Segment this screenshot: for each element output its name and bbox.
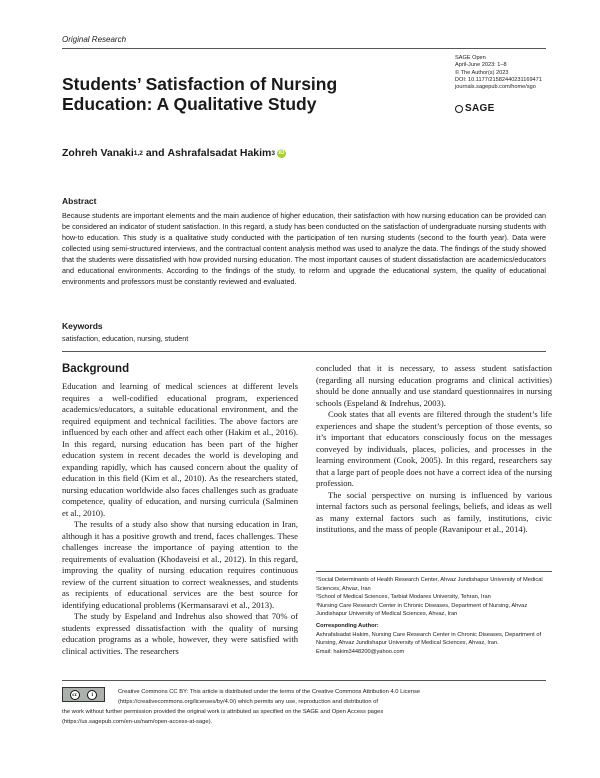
title-line-2: Education: A Qualitative Study: [62, 94, 317, 114]
journal-url[interactable]: journals.sagepub.com/home/sgo: [455, 84, 536, 91]
top-divider: [62, 48, 546, 49]
cc-by-badge[interactable]: [62, 687, 105, 702]
footnotes: [316, 576, 556, 656]
journal-info: [455, 55, 565, 91]
orcid-icon[interactable]: iD: [278, 149, 285, 156]
page-title: [62, 74, 382, 114]
license-text-line-3: the work without further permission provided the original work is attributed as specified on the SAGE and Open Access pages: [62, 709, 384, 715]
body-paragraph: The study by Espeland and Indrehus also showed that 70% of students expressed dissatisfaction with the quality of nursing education programs as a whole, however, they were satisfied with clinical activities. The researchers: [62, 611, 298, 656]
affiliation-3: ³Nursing Care Research Center in Chronic Diseases, Department of Nursing, Ahvaz Jundishapur University of Medical Sciences, Ahvaz, Iran: [316, 602, 528, 618]
sage-logo-text: SAGE: [465, 103, 495, 114]
body-paragraph: Education and learning of medical sciences at different levels requires a well-codified educational program, experienced academics/educators, a suitable educational environment, and the required equipment and technical facilities. The above factors are influenced by each other and affect each other (Hakim et al., 2016). In this regard, nursing education has been part of the higher education system in recent decades the world is developing and expanding rapidly, which has caused concern about the quality of education in this field (Kim et al., 2010). As the researchers stated, nursing education worldwide also faces challenges such as graduate competence, quality of education, and nursing curricula (Salminen et al., 2010).: [62, 381, 298, 518]
affiliation-2: ²School of Medical Sciences, Tarbiat Modares University, Tehran, Iran: [316, 594, 491, 601]
license-open-access-link[interactable]: (https://us.sagepub.com/en-us/nam/open-access-at-sage).: [62, 719, 213, 725]
footnote-divider: [316, 571, 552, 572]
body-paragraph: The results of a study also show that nursing education in Iran, although it has a positive growth and trend, faces challenges. These challenges increase the importance of paying attention to the requirements of evaluation (Khodaveisi et al., 2012). In this regard, improving the quality of nursing education requires continuous review of the current situation to correct weaknesses, and students as recipients of educational services are the best source for identifying educational problems (Kermansaravi et al., 2013).: [62, 519, 298, 610]
journal-copyright: © The Author(s) 2023: [455, 69, 509, 76]
body-paragraph: Cook states that all events are filtered through the student’s life experiences and shape the student’s perception of those events, so it’s important that educators consciously focus on the messages conveyed by individuals, places, policies, and processes in the learning environment (Cook, 2005). In this regard, researchers say that a large part of people does not have a correct idea of the nursing profession.: [316, 409, 552, 488]
keywords-divider: [62, 351, 546, 352]
right-column: [316, 363, 552, 536]
abstract-heading: Abstract: [62, 196, 97, 206]
author-line: [62, 147, 286, 159]
corresponding-author-heading: Corresponding Author:: [316, 622, 379, 629]
abstract-text: Because students are important elements and the main audience of higher education, their satisfaction with how nursing education can be provided can be considered an indicator of student satisfaction. In this regard, a study has been conducted on the satisfaction of undergraduate nursing students with how-to education. This study is a qualitative study conducted with the participation of ten nursing students (second to the fourth year). Data were collected using semi-structured interviews, and the contractual content analysis method was used to analyze the data. The findings of the study showed that the students were dissatisfied with how provided nursing education. The most important causes of student dissatisfaction are academics/educators and educational environments. According to the findings of the study, to reform and upgrade the educational system, the quality of educational environments and professors must be constantly reviewed and evaluated.: [62, 211, 546, 286]
section-label: Original Research: [62, 35, 127, 44]
author-2: Ashrafalsadat Hakim: [167, 147, 272, 159]
author-1-affiliation: 1,2: [133, 149, 143, 157]
keywords-text: satisfaction, education, nursing, student: [62, 334, 189, 343]
sage-logo: [455, 103, 495, 114]
journal-doi[interactable]: DOI: 10.1177/21582440231169471: [455, 76, 542, 83]
keywords-heading: Keywords: [62, 321, 103, 331]
author-2-affiliation: 3: [271, 149, 276, 157]
title-line-1: Students’ Satisfaction of Nursing: [62, 74, 338, 94]
corresponding-author-text: Ashrafalsadat Hakim, Nursing Care Research Center in Chronic Diseases, Department of Nursing, Ahvaz Jundishapur University of Medical Sciences, Ahvaz, Iran.: [316, 631, 542, 647]
journal-issue: April-June 2023: 1–8: [455, 62, 507, 69]
sage-logo-icon: [455, 105, 463, 113]
background-heading: Background: [62, 363, 130, 375]
author-1: Zohreh Vanaki: [62, 147, 134, 159]
by-icon: i: [87, 690, 97, 700]
body-paragraph: The social perspective on nursing is influenced by various internal factors such as personal feelings, beliefs, and ideas as well as many external factors such as family, institutions, civic institutions, and the mass of people (Ravanipour et al., 2014).: [316, 489, 552, 534]
author-conjunction: and: [145, 147, 165, 159]
license-divider: [62, 680, 546, 681]
cc-icon: cc: [70, 690, 80, 700]
body-paragraph: concluded that it is necessary, to assess student satisfaction (regarding all nursing education programs and clinical activities) should be done annually and use standard questionnaires in nursing schools (Espeland & Indrehus, 2003).: [316, 363, 552, 408]
journal-name: SAGE Open: [455, 55, 486, 61]
license-text-line-1: Creative Commons CC BY: This article is distributed under the terms of the Creative Commons Attribution 4.0 License: [118, 689, 421, 695]
license-link[interactable]: (https://creativecommons.org/licenses/by/4.0/) which permits any use, reproduction and distribution of: [118, 699, 379, 705]
affiliation-1: ¹Social Determinants of Health Research Center, Ahvaz Jundishapur University of Medical Sciences, Ahvaz, Iran: [316, 577, 543, 592]
corresponding-author-email[interactable]: Email: hakim3448200@yahoo.com: [316, 648, 405, 655]
left-column: [62, 381, 298, 657]
